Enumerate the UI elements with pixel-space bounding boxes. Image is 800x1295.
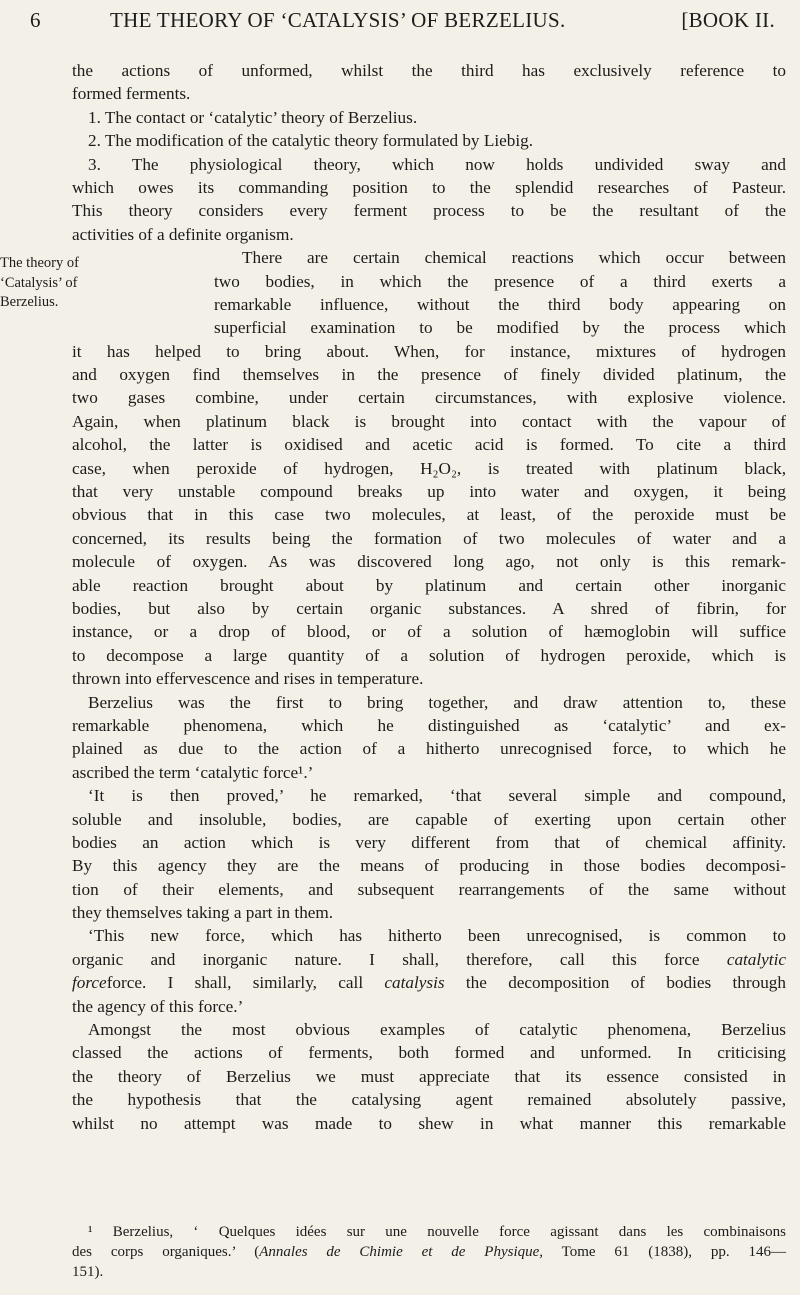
text-line: two bodies, in which the presence of a third exerts a	[214, 271, 786, 291]
text-fragment: force. I shall, similarly, call	[106, 973, 385, 993]
side-note-line: Berzelius.	[0, 294, 59, 311]
text-line: which owes its commanding position to the splendid researches of Pasteur.	[72, 177, 786, 197]
text-line: There are certain chemical reactions which occur between	[242, 248, 786, 268]
text-line: bodies, but also by certain organic substances. A shred of fibrin, for	[72, 598, 786, 618]
text-fragment: the decomposition of bodies through	[444, 973, 786, 993]
text-line: superficial examination to be modified by the process which	[214, 318, 786, 338]
list-item: 2. The modification of the catalytic theory formulated by Liebig.	[88, 131, 533, 151]
footnote-line: 151).	[72, 1264, 104, 1280]
text-line: obvious that in this case two molecules, at least, of the peroxide must be	[72, 505, 786, 525]
text-line: they themselves taking a part in them.	[72, 903, 334, 923]
text-line: to decompose a large quantity of a solution of hydrogen peroxide, which is	[72, 645, 786, 665]
text-line: remarkable influence, without the third body appearing on	[214, 294, 786, 314]
text-line: thrown into effervescence and rises in temperature.	[72, 669, 424, 689]
text-line: it has helped to bring about. When, for instance, mixtures of hydrogen	[72, 341, 786, 361]
text-line: able reaction brought about by platinum and certain other inorganic	[72, 575, 786, 595]
text-line: alcohol, the latter is oxidised and acetic acid is formed. To cite a third	[72, 435, 786, 455]
text-line: the agency of this force.’	[72, 996, 244, 1016]
text-line: whilst no attempt was made to shew in what manner this remarkable	[72, 1113, 786, 1133]
text-line: two gases combine, under certain circumstances, with explosive violence.	[72, 388, 786, 408]
text-line: concerned, its results being the formation of two molecules of water and a	[72, 528, 786, 548]
list-item: 1. The contact or ‘catalytic’ theory of Berzelius.	[88, 107, 418, 127]
italic-citation: Annales de Chimie et de Physique,	[259, 1244, 544, 1260]
text-line: instance, or a drop of blood, or of a solution of hæmoglobin will suffice	[72, 622, 786, 642]
text-line: plained as due to the action of a hitherto unrecognised force, to which he	[72, 739, 786, 759]
text-line	[72, 971, 786, 994]
text-line: case, when peroxide of hydrogen, H₂O₂, is treated with platinum black,	[72, 458, 786, 478]
text-line: Again, when platinum black is brought into contact with the vapour of	[72, 411, 786, 431]
text-fragment: organic and inorganic nature. I shall, therefore, call this force	[72, 949, 727, 969]
text-line: the hypothesis that the catalysing agent remained absolutely passive,	[72, 1090, 786, 1110]
text-line: remarkable phenomena, which he distinguished as ‘catalytic’ and ex-	[72, 715, 786, 735]
text-line: tion of their elements, and subsequent rearrangements of the same without	[72, 879, 786, 899]
running-header	[30, 8, 775, 38]
book-label: [BOOK II.	[681, 8, 775, 32]
text-fragment: des corps organiques.’ (	[72, 1244, 260, 1260]
text-line: molecule of oxygen. As was discovered long ago, not only is this remark-	[72, 552, 786, 572]
text-line: that very unstable compound breaks up into water and oxygen, it being	[72, 482, 786, 502]
footnote-line: ¹ Berzelius, ‘ Quelques idées sur une nouvelle force agissant dans les combinaisons	[88, 1224, 786, 1240]
text-line: formed ferments.	[72, 84, 191, 104]
text-line: ascribed the term ‘catalytic force¹.’	[72, 762, 314, 782]
text-line	[72, 948, 786, 971]
text-line: activities of a definite organism.	[72, 224, 294, 244]
text-line: This theory considers every ferment process to be the resultant of the	[72, 201, 786, 221]
italic-term: catalysis	[384, 973, 445, 993]
side-note-line: The theory of	[0, 255, 79, 272]
text-line: Berzelius was the first to bring together, and draw attention to, these	[88, 692, 786, 712]
text-line: By this agency they are the means of producing in those bodies decomposi-	[72, 856, 786, 876]
text-line: soluble and insoluble, bodies, are capable of exerting upon certain other	[72, 809, 786, 829]
text-line: the actions of unformed, whilst the third has exclusively reference to	[72, 61, 786, 80]
text-line: and oxygen find themselves in the presence of finely divided platinum, the	[72, 365, 786, 385]
footnote	[72, 1222, 786, 1282]
text-line: the theory of Berzelius we must appreciate that its essence consisted in	[72, 1066, 786, 1086]
italic-term: catalytic	[726, 949, 786, 969]
running-title: THE THEORY OF ‘CATALYSIS’ OF BERZELIUS.	[110, 8, 566, 32]
italic-term: force	[72, 973, 107, 993]
text-line: classed the actions of ferments, both formed and unformed. In criticising	[72, 1043, 786, 1063]
footnote-line	[72, 1242, 786, 1262]
body-text	[0, 59, 786, 1135]
side-note	[0, 254, 130, 313]
side-note-section	[0, 246, 786, 340]
text-line: ‘This new force, which has hitherto been unrecognised, is common to	[88, 926, 786, 946]
list-item: 3. The physiological theory, which now holds undivided sway and	[88, 154, 786, 174]
text-fragment: Tome 61 (1838), pp. 146—	[543, 1244, 786, 1260]
text-line: Amongst the most obvious examples of catalytic phenomena, Berzelius	[88, 1020, 786, 1040]
text-line: ‘It is then proved,’ he remarked, ‘that several simple and compound,	[88, 786, 786, 806]
side-note-line: ‘Catalysis’ of	[0, 274, 78, 291]
page-number: 6	[30, 8, 41, 32]
text-line: bodies an action which is very different from that of chemical affinity.	[72, 832, 786, 852]
